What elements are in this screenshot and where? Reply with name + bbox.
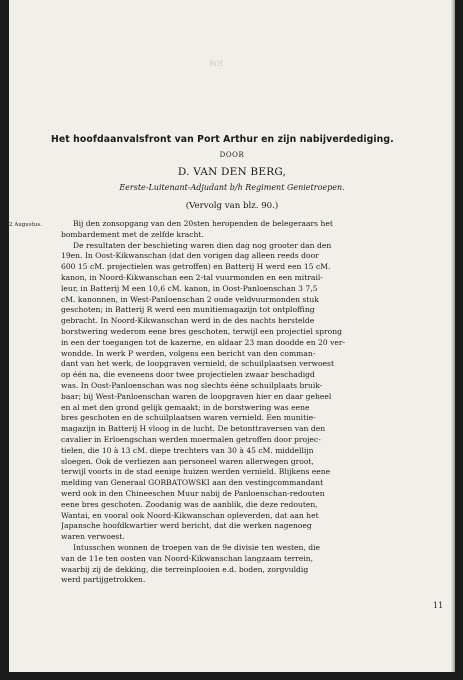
author-name: D. VAN DEN BERG, — [177, 166, 287, 178]
continuation-note: (Vervolg van blz. 90.) — [185, 201, 279, 211]
margin-date-note: 2 Augustus. — [9, 222, 42, 228]
text-line: Bij den zonsopgang van den 20sten heropenden de belegeraars het — [73, 219, 333, 228]
text-line: Intusschen wonnen de troepen van de 9e divisie ten westen, die — [73, 542, 321, 552]
text-line: cM. kanonnen, in West-Panloenschan 2 oude veldvuurmonden stuk — [61, 294, 319, 304]
author-role: Eerste-Luitenant-Adjudant b/h Regiment Genietroepen. — [119, 183, 345, 192]
text-line: werd ook in den Chineeschen Muur nabij de Panloenschan-redouten — [61, 488, 325, 498]
text-line: bres geschoten en de schuilplaatsen waren vernield. Een munitie- — [61, 413, 316, 423]
text-line: in een der toegangen tot de kazerne, en aldaar 23 man doodde en 20 ver- — [61, 337, 346, 347]
text-line: Japansche hoofdkwartier werd bericht, dat die werken nagenoeg — [61, 521, 312, 531]
document-page — [9, 0, 455, 672]
text-line: waarbij zij de dekking, die terreinplooien e.d. boden, zorgvuldig — [61, 564, 309, 574]
text-line: 600 15 cM. projectielen was getroffen) en Batterij H werd een 15 cM. — [61, 262, 331, 272]
text-line: magazijn in Batterij H vloog in de lucht. De betonttraversen van den — [61, 424, 326, 434]
text-line: geschoten; in Batterij R werd een munitiemagazijn tot ontploffing — [61, 305, 315, 315]
page-number: 11 — [433, 601, 444, 610]
text-line: borstwering wederom eene bres geschoten, terwijl een projectiel sprong — [61, 326, 342, 336]
text-line: melding van Generaal GORBATOWSKI aan den vestingcommandant — [61, 478, 324, 488]
text-line: bombardement met de zelfde kracht. — [61, 229, 204, 239]
text-line: was. In Oost-Panloenschan was nog slechts ééne schuilplaats bruik- — [61, 380, 323, 390]
article-title: Het hoofdaanvalsfront van Port Arthur en zijn nabijverdediging. — [51, 134, 394, 145]
byline-label: DOOR — [219, 151, 245, 159]
text-line: kanon, in Noord-Kikwanschan een 2-tal vuurmonden en een mitrail- — [61, 272, 323, 282]
text-line: dant van het werk, de loopgraven vernield, de schuilplaatsen verwoest — [61, 359, 335, 369]
text-line: cavalier in Erloengschan werden moermalen getroffen door projec- — [61, 434, 321, 444]
text-line: leur, in Batterij M een 10,6 cM. kanon, in Oost-Panloenschan 3 7,5 — [61, 283, 318, 293]
text-line: De resultaten der beschieting waren dien dag nog grooter dan den — [73, 240, 332, 250]
text-line: 19en. In Oost-Kikwanschan (dat den vorigen dag alleen reeds door — [61, 251, 319, 261]
text-line: waren verwoest. — [61, 532, 125, 542]
text-line: van de 11e ten oosten van Noord-Kikwanschan langzaam terrein, — [61, 553, 314, 563]
text-line: wondde. In werk P werden, volgens een bericht van den comman- — [61, 348, 316, 358]
faint-header: ROI — [209, 60, 223, 68]
text-line: tielen, die 10 à 13 cM. diepe trechters van 30 à 45 cM. middellijn — [61, 445, 314, 455]
text-line: eene bres geschoten. Zoodanig was de aanblik, die deze redouten, — [61, 499, 318, 509]
text-line: Wantai, en vooral ook Noord-Kikwanschan opleverden, dat aan het — [61, 510, 319, 520]
text-line: werd partijgetrokken. — [61, 575, 146, 585]
text-line: op één na, die eveneens door twee projectielen zwaar beschadigd — [61, 370, 315, 380]
article-body — [61, 219, 454, 586]
text-line: terwijl voorts in de stad eenige huizen werden vernield. Blijkens eene — [61, 467, 331, 477]
text-line: sloegen. Ook de verliezen aan personeel waren allerwegen groot, — [61, 456, 314, 466]
text-line: gebracht. In Noord-Kikwanschan werd in de des nachts herstelde — [61, 316, 315, 326]
text-line: en al met den grond gelijk gemaakt; in de borstwering was eene — [61, 402, 310, 412]
text-line: baar; bij West-Panloenschan waren de loopgraven hier en daar geheel — [61, 391, 332, 401]
